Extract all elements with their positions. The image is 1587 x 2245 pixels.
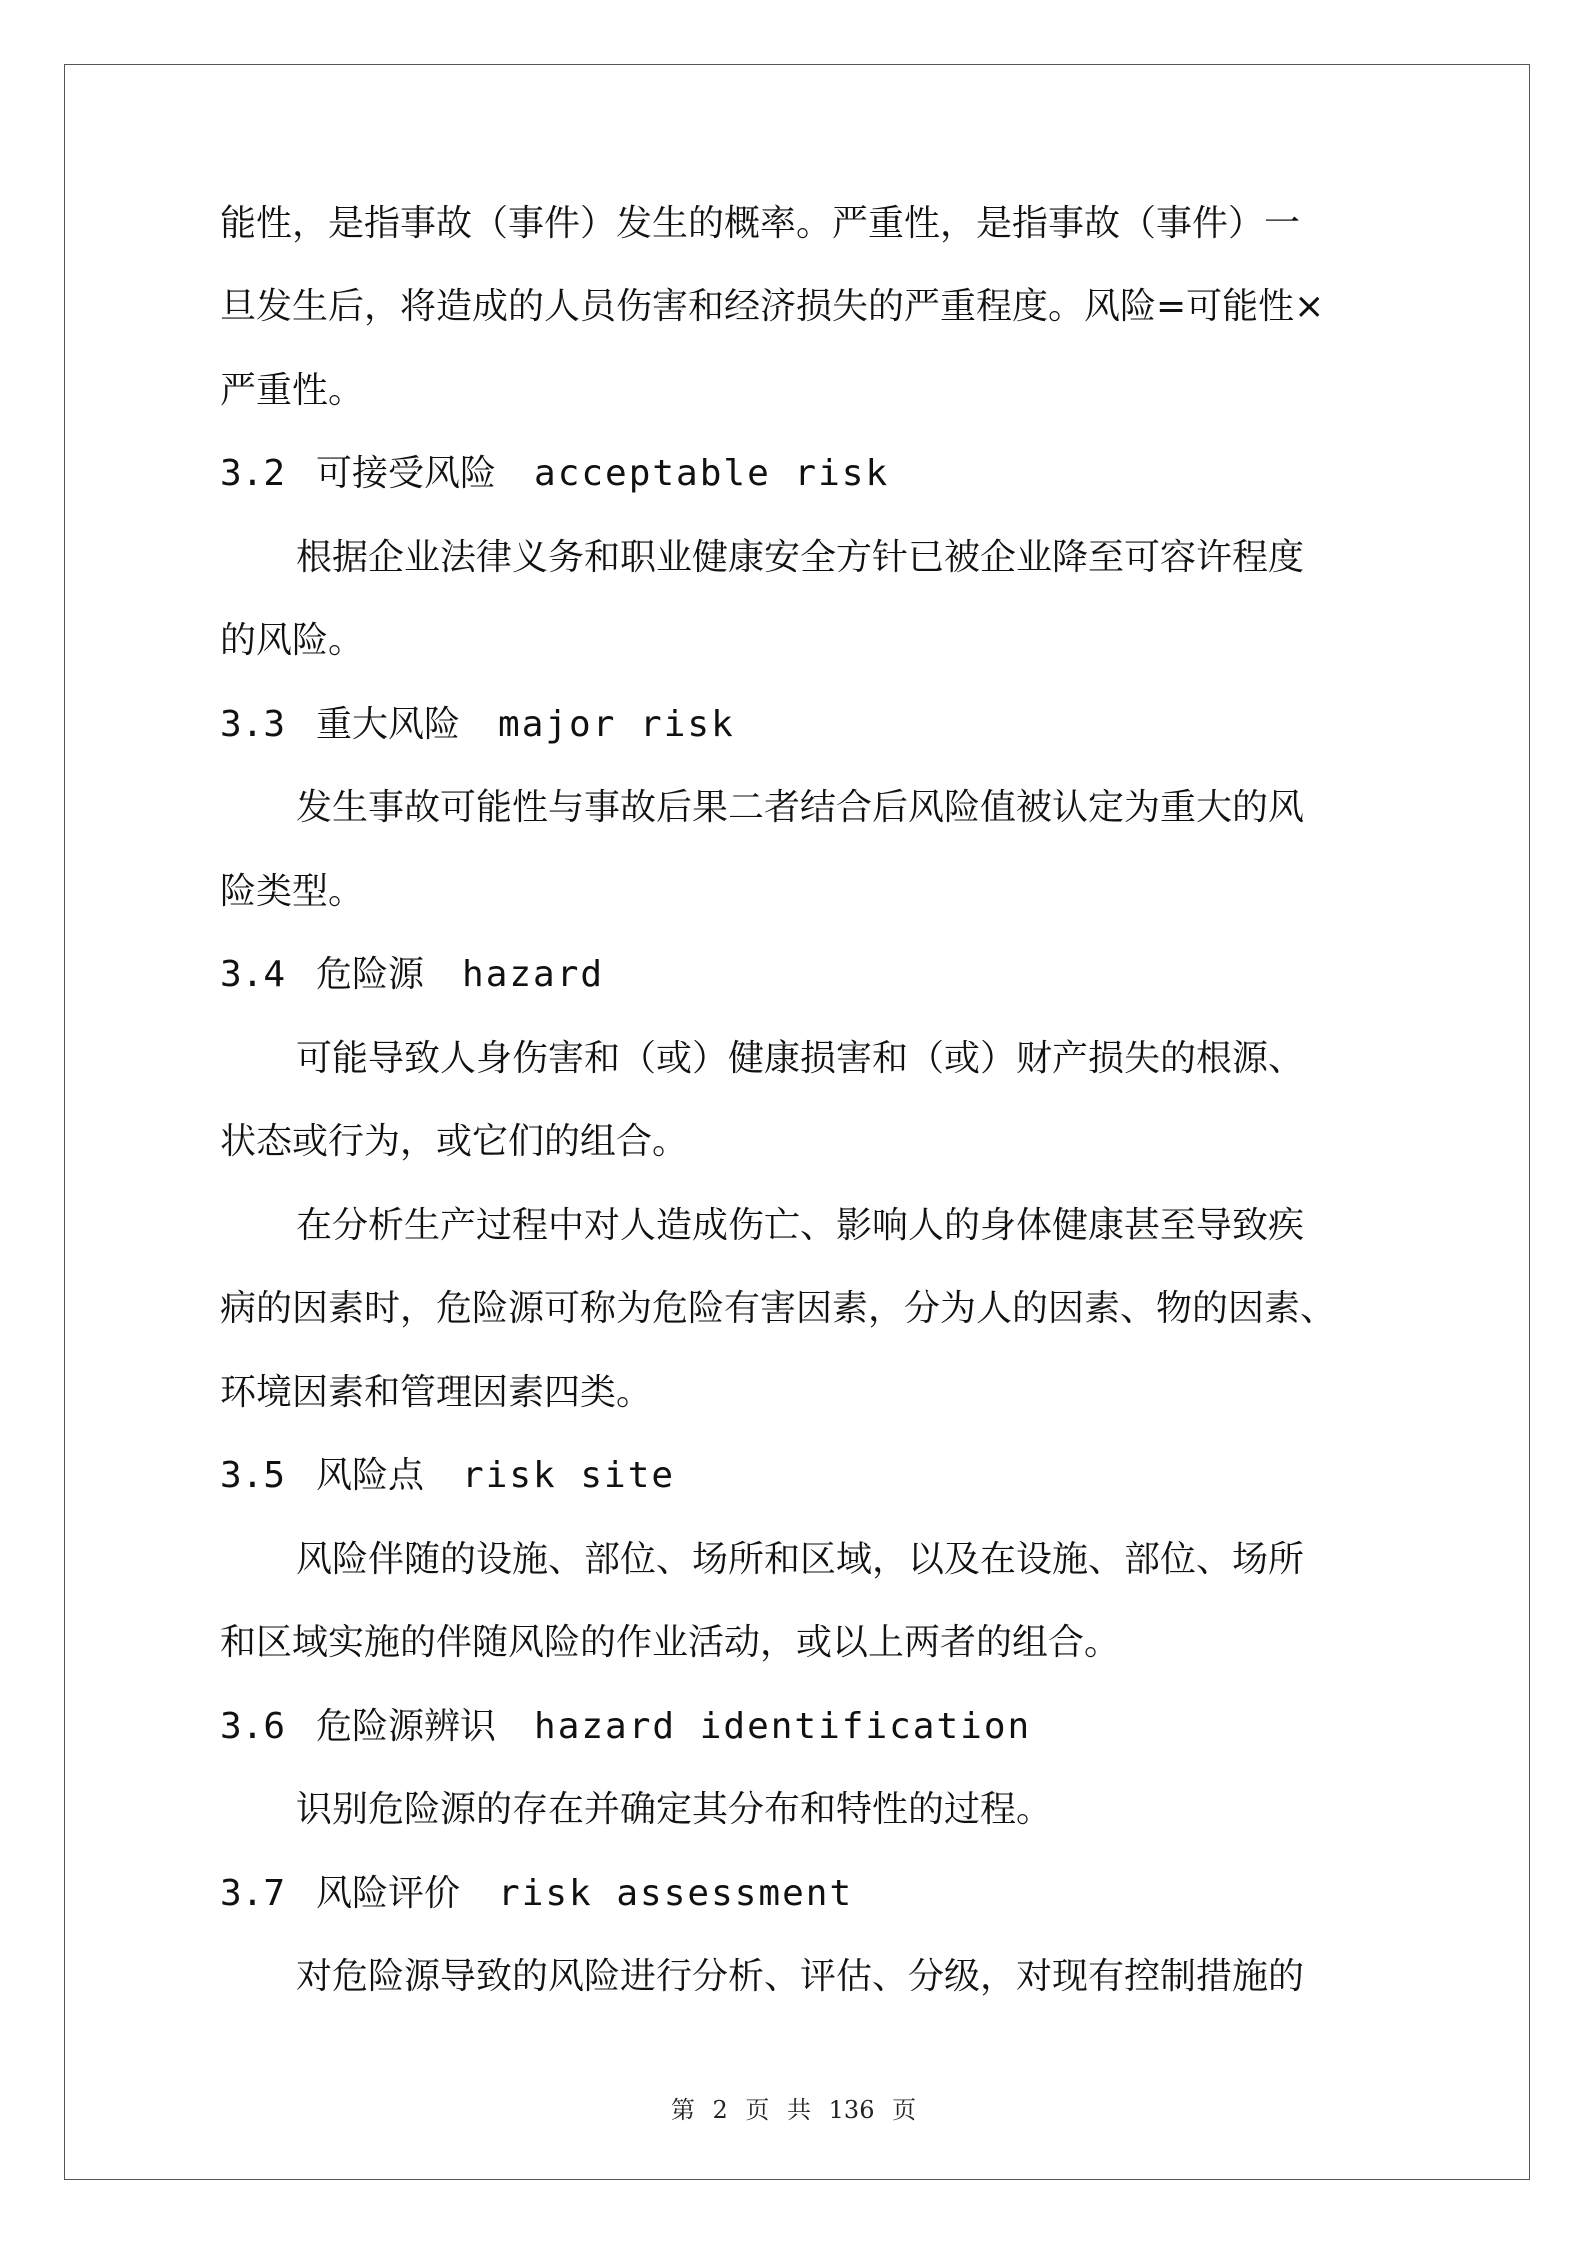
section-heading-3-3 bbox=[220, 701, 1350, 749]
paragraph-line: 风险伴随的设施、部位、场所和区域，以及在设施、部位、场所 bbox=[296, 1539, 1305, 1580]
section-heading-3-7 bbox=[220, 1870, 1350, 1918]
section-number: 3.4 bbox=[220, 954, 286, 995]
section-title-cn: 风险点 bbox=[316, 1455, 425, 1496]
section-title-en: acceptable risk bbox=[534, 453, 890, 494]
section-title-cn: 重大风险 bbox=[316, 704, 461, 745]
section-title-cn: 危险源 bbox=[316, 954, 425, 995]
paragraph-line: 状态或行为，或它们的组合。 bbox=[220, 1121, 689, 1162]
section-title-cn: 危险源辨识 bbox=[316, 1706, 497, 1747]
paragraph-line: 环境因素和管理因素四类。 bbox=[220, 1372, 653, 1413]
page-footer: 第 2 页 共 136 页 bbox=[670, 2096, 917, 2124]
section-number: 3.7 bbox=[220, 1873, 286, 1914]
paragraph-line: 发生事故可能性与事故后果二者结合后风险值被认定为重大的风 bbox=[296, 787, 1305, 828]
paragraph-line: 和区域实施的伴随风险的作业活动，或以上两者的组合。 bbox=[220, 1622, 1121, 1663]
section-title-cn: 风险评价 bbox=[316, 1873, 461, 1914]
paragraph-line: 能性，是指事故（事件）发生的概率。严重性，是指事故（事件）一 bbox=[220, 203, 1301, 244]
paragraph-line: 对危险源导致的风险进行分析、评估、分级，对现有控制措施的 bbox=[296, 1956, 1305, 1997]
section-title-en: hazard identification bbox=[534, 1706, 1032, 1747]
section-title-en: major risk bbox=[498, 704, 735, 745]
paragraph-line: 严重性。 bbox=[220, 370, 365, 411]
paragraph-line: 病的因素时，危险源可称为危险有害因素，分为人的因素、物的因素、 bbox=[220, 1288, 1337, 1329]
paragraph-line: 旦发生后，将造成的人员伤害和经济损失的严重程度。风险=可能性× bbox=[220, 286, 1325, 327]
section-title-en: risk assessment bbox=[498, 1873, 854, 1914]
section-number: 3.5 bbox=[220, 1455, 286, 1496]
section-number: 3.6 bbox=[220, 1706, 286, 1747]
paragraph-line: 可能导致人身伤害和（或）健康损害和（或）财产损失的根源、 bbox=[296, 1038, 1305, 1079]
section-heading-3-5 bbox=[220, 1452, 1350, 1500]
section-title-en: hazard bbox=[462, 954, 605, 995]
section-number: 3.2 bbox=[220, 453, 286, 494]
paragraph-line: 在分析生产过程中对人造成伤亡、影响人的身体健康甚至导致疾 bbox=[296, 1205, 1305, 1246]
section-number: 3.3 bbox=[220, 704, 286, 745]
section-heading-3-4 bbox=[220, 951, 1350, 999]
section-title-en: risk site bbox=[462, 1455, 676, 1496]
paragraph-line: 险类型。 bbox=[220, 871, 365, 912]
section-title-cn: 可接受风险 bbox=[316, 453, 497, 494]
paragraph-line: 的风险。 bbox=[220, 620, 365, 661]
paragraph-line: 根据企业法律义务和职业健康安全方针已被企业降至可容许程度 bbox=[296, 537, 1305, 578]
paragraph-line: 识别危险源的存在并确定其分布和特性的过程。 bbox=[296, 1789, 1053, 1830]
section-heading-3-6 bbox=[220, 1703, 1350, 1751]
section-heading-3-2 bbox=[220, 450, 1350, 498]
